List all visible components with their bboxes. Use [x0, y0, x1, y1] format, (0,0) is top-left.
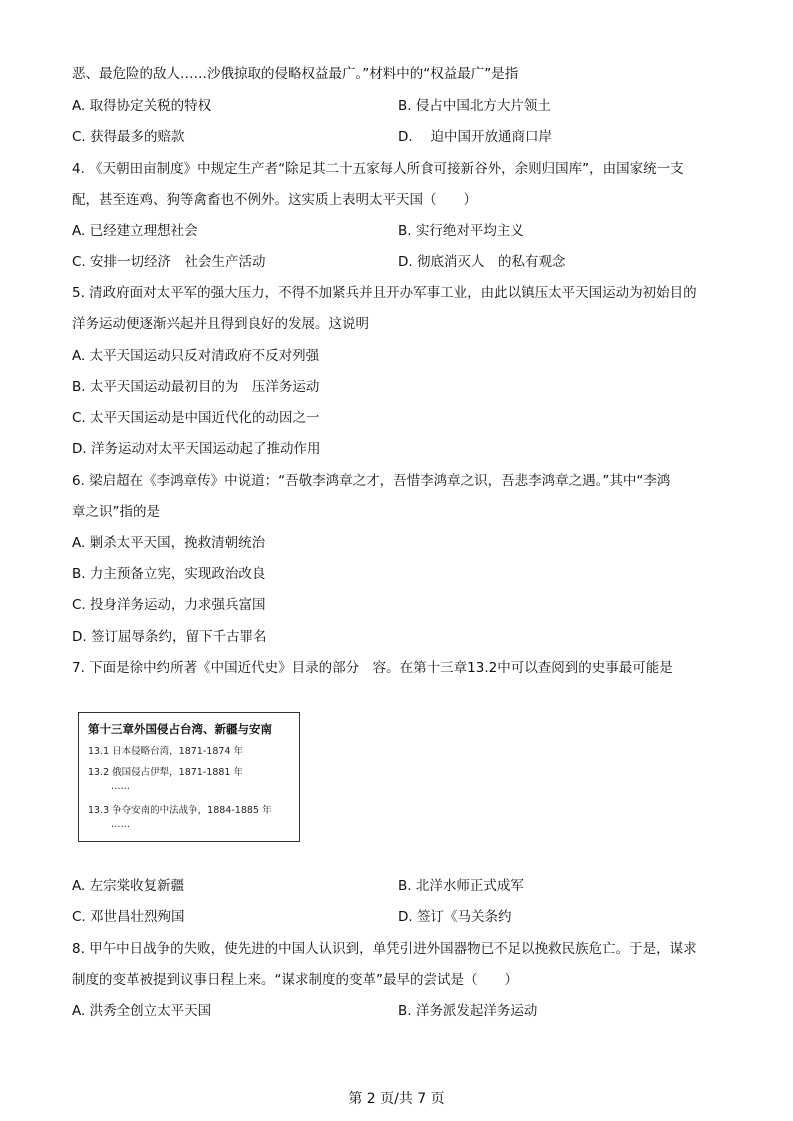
- question-8-stem-line2: 制度的变革被提到议事日程上来。“谋求制度的变革”最早的尝试是（ ）: [72, 972, 518, 988]
- toc-chapter-title: 第十三章外国侵占台湾、新疆与安南: [88, 722, 272, 736]
- q8-option-a: A. 洪秀全创立太平天国: [72, 1003, 212, 1019]
- q7-option-b: B. 北洋水师正式成军: [398, 878, 524, 894]
- q6-option-b: B. 力主预备立宪，实现政治改良: [72, 566, 266, 582]
- page-number-footer: 第 2 页/共 7 页: [348, 1091, 445, 1107]
- q7-option-c: C. 邓世昌壮烈殉国: [72, 909, 185, 925]
- toc-item-13-3: 13.3 争夺安南的中法战争，1884-1885 年: [88, 805, 272, 816]
- q3-option-c: C. 获得最多的赔款: [72, 129, 185, 145]
- q7-option-a: A. 左宗棠收复新疆: [72, 878, 185, 894]
- table-of-contents-figure: [78, 712, 300, 842]
- q3-option-a: A. 取得协定关税的特权: [72, 98, 212, 114]
- question-6-stem-line2: 章之识”指的是: [72, 504, 160, 520]
- q7-option-d: D. 签订《马关条约: [398, 909, 512, 925]
- q5-option-c: C. 太平天国运动是中国近代化的动因之一: [72, 410, 320, 426]
- q4-option-a: A. 已经建立理想社会: [72, 223, 198, 239]
- q5-option-a: A. 太平天国运动只反对清政府不反对列强: [72, 348, 320, 364]
- question-8-stem-line1: 8. 甲午中日战争的失败，使先进的中国人认识到，单凭引进外国器物已不足以挽救民族危亡。于是，谋求: [72, 941, 697, 957]
- toc-ellipsis: ……: [111, 781, 130, 792]
- q5-option-d: D. 洋务运动对太平天国运动起了推动作用: [72, 441, 321, 457]
- question-4-stem-line2: 配，甚至连鸡、狗等禽畜也不例外。这实质上表明太平天国（ ）: [72, 192, 477, 208]
- question-7-stem: 7. 下面是徐中约所著《中国近代史》目录的部分 容。在第十三章13.2中可以查阅到的史事最可能是: [72, 660, 673, 676]
- toc-item-13-2: 13.2 俄国侵占伊犁，1871-1881 年: [88, 767, 243, 778]
- q4-option-d: D. 彻底消灭人 的私有观念: [398, 254, 566, 270]
- question-5-stem-line2: 洋务运动便逐渐兴起并且得到良好的发展。这说明: [72, 316, 369, 332]
- q6-option-a: A. 剿杀太平天国，挽救清朝统治: [72, 535, 266, 551]
- q3-option-b: B. 侵占中国北方大片领土: [398, 98, 551, 114]
- question-6-stem-line1: 6. 梁启超在《李鸿章传》中说道：“吾敬李鸿章之才，吾惜李鸿章之识，吾悲李鸿章之遇。”其中“李鸿: [72, 473, 671, 489]
- q4-option-c: C. 安排一切经济 社会生产活动: [72, 254, 266, 270]
- q6-option-c: C. 投身洋务运动，力求强兵富国: [72, 597, 266, 613]
- q8-option-b: B. 洋务派发起洋务运动: [398, 1003, 538, 1019]
- toc-item-13-1: 13.1 日本侵略台湾，1871-1874 年: [88, 746, 243, 757]
- question-4-stem-line1: 4. 《天朝田亩制度》中规定生产者“除足其二十五家每人所食可接新谷外，余则归国库”，由国家统一支: [72, 161, 684, 177]
- question-5-stem-line1: 5. 清政府面对太平军的强大压力，不得不加紧兵并且开办军事工业，由此以镇压太平天国运动为初始目的: [72, 285, 697, 301]
- toc-ellipsis: ……: [111, 819, 130, 830]
- question-3-stem-tail: 恶、最危险的敌人……沙俄掠取的侵略权益最广。”材料中的“权益最广”是指: [72, 66, 519, 82]
- q6-option-d: D. 签订屈辱条约，留下千古罪名: [72, 629, 267, 645]
- q3-option-d: D. 迫中国开放通商口岸: [398, 129, 552, 145]
- q5-option-b: B. 太平天国运动最初目的为 压洋务运动: [72, 379, 320, 395]
- q4-option-b: B. 实行绝对平均主义: [398, 223, 524, 239]
